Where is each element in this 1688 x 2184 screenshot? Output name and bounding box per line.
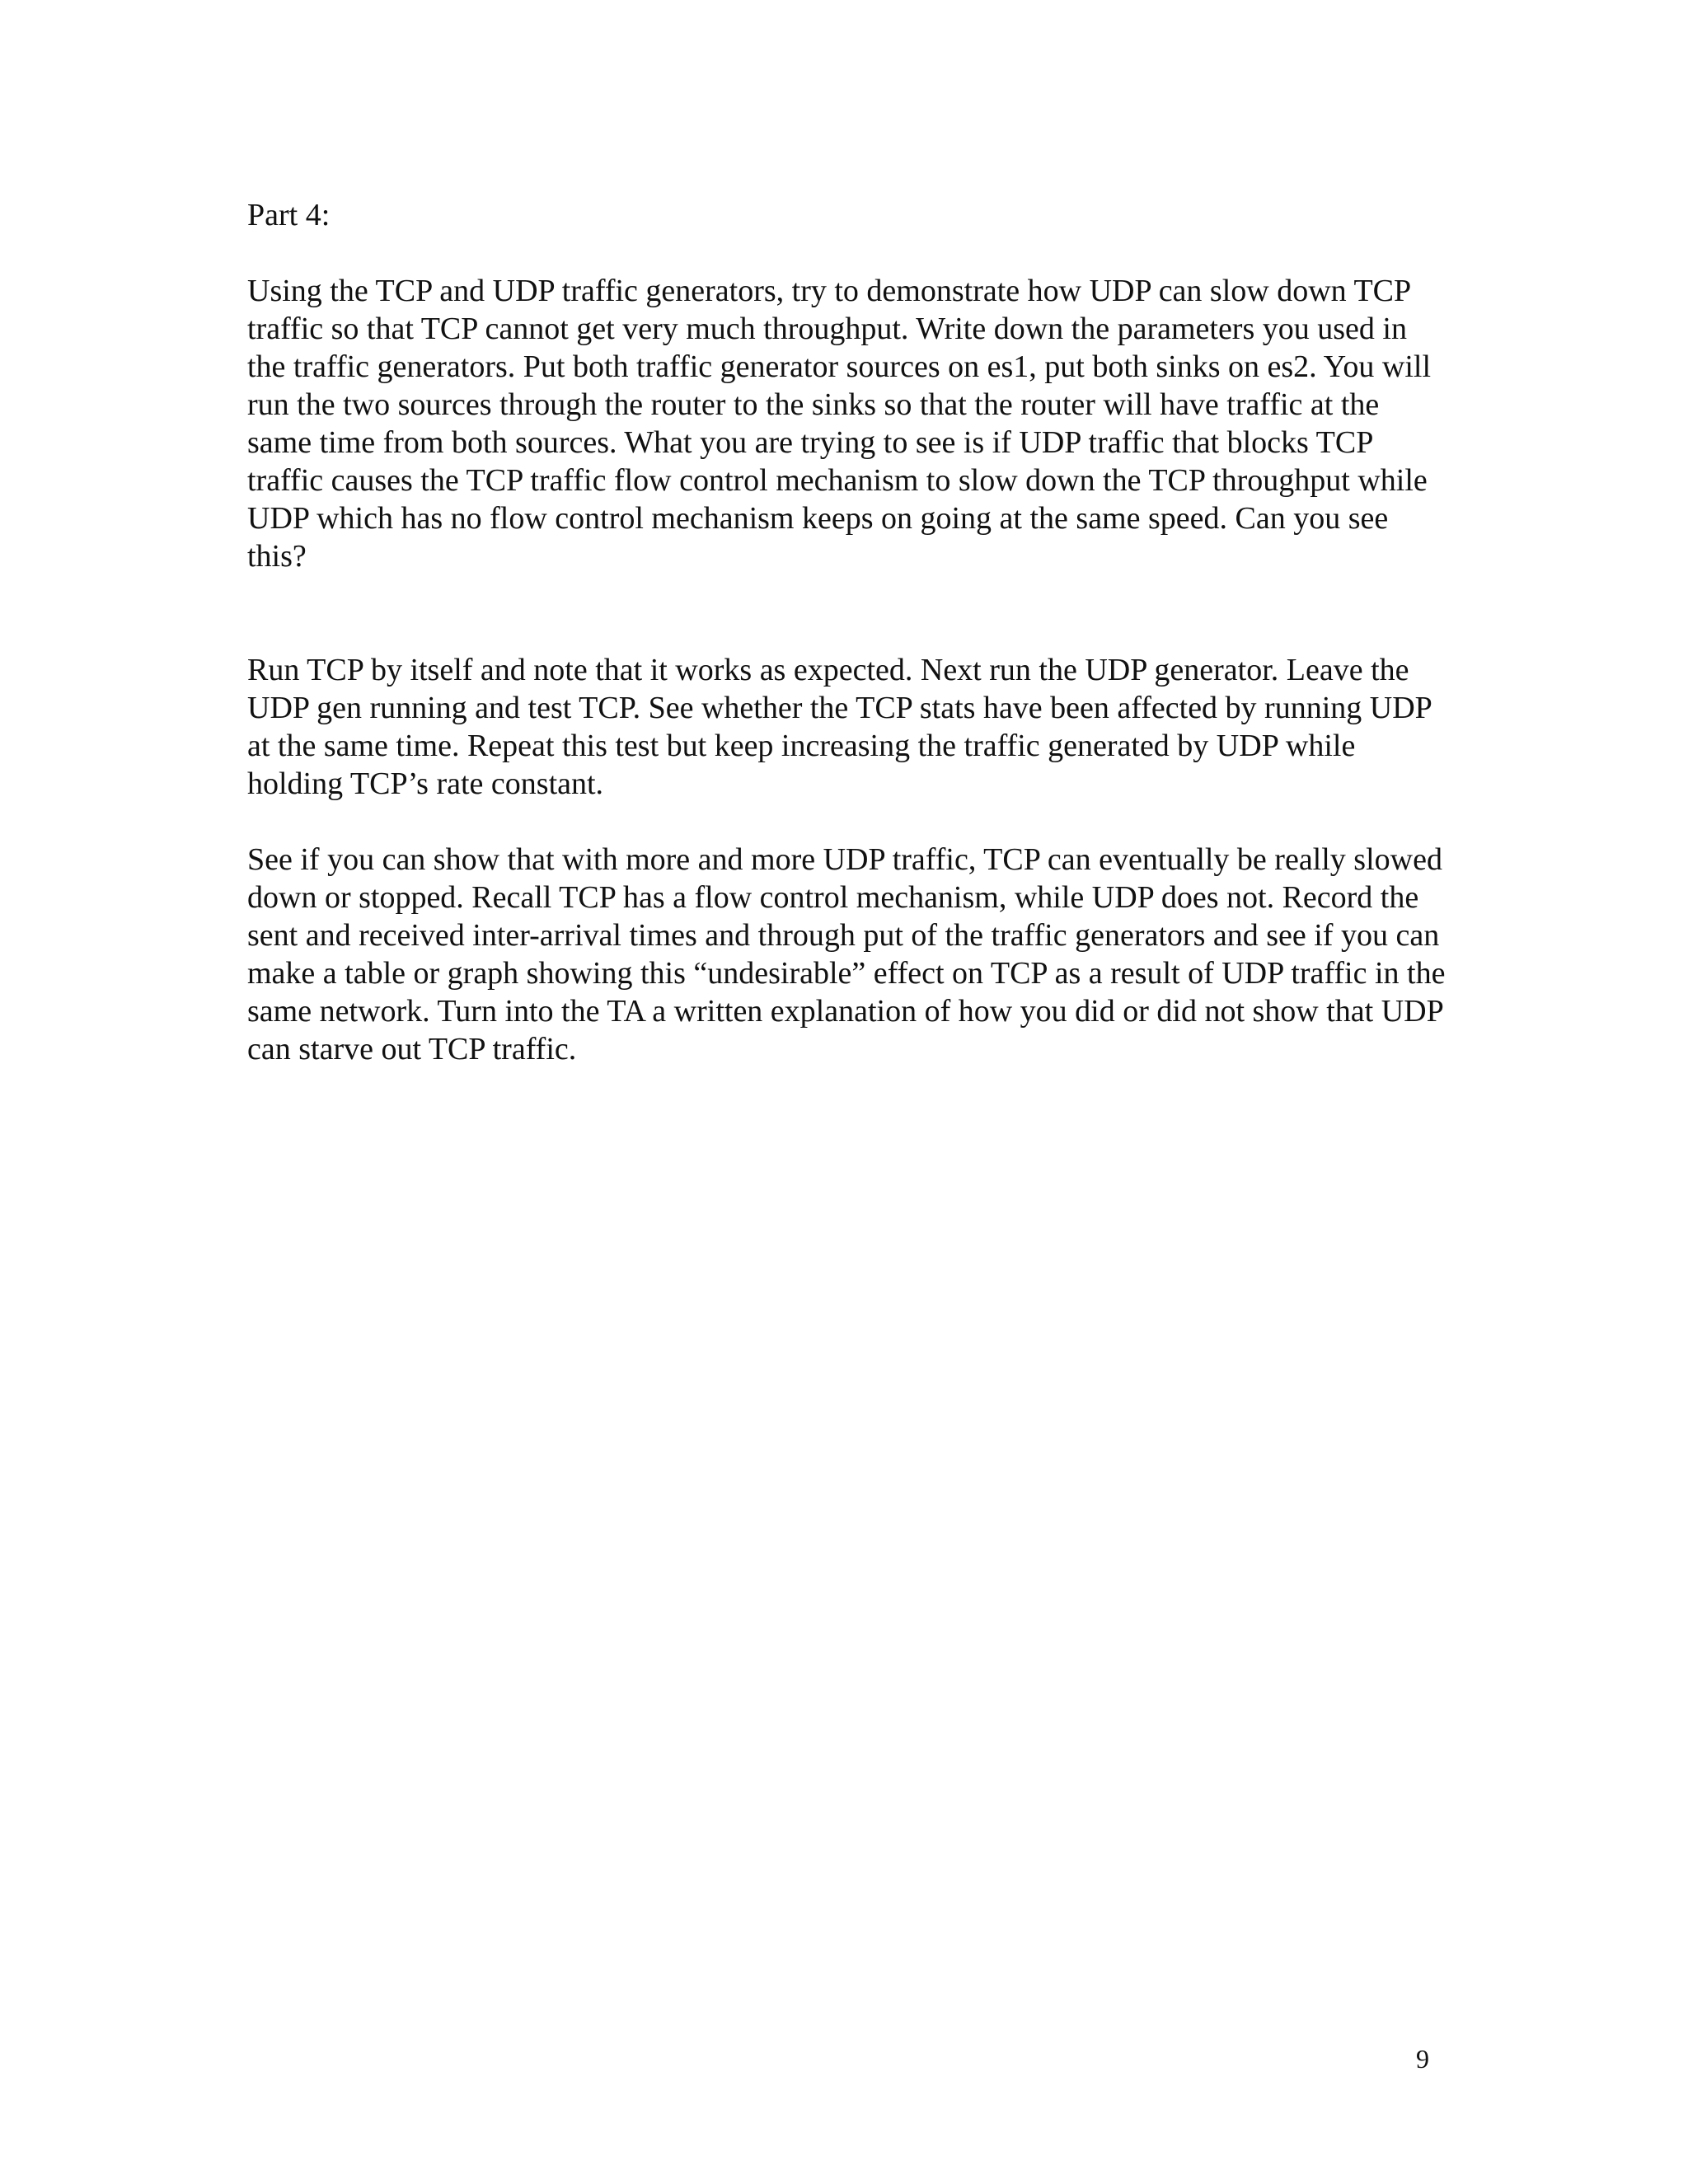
paragraph-1: Using the TCP and UDP traffic generators, try to demonstrate how UDP can slow down TCP traffic so that TCP cannot get very much throughput. Write down the parameters you used in the traffic generators. Put both traffic generator sources on es1, put both sinks on es2. You will run the two sources through the router to the sinks so that the router will have traffic at the same time from both sources. What you are trying to see is if UDP traffic that blocks TCP traffic causes the TCP traffic flow control mechanism to slow down the TCP throughput while UDP which has no flow control mechanism keeps on going at the same speed. Can you see this? bbox=[247, 274, 1432, 574]
page-body bbox=[247, 196, 1451, 1068]
page-number: 9 bbox=[1416, 2044, 1429, 2074]
paragraph-3: See if you can show that with more and more UDP traffic, TCP can eventually be really slowed down or stopped. Recall TCP has a flow control mechanism, while UDP does not. Record the sent and received inter-arrival times and through put of the traffic generators and see if you can make a table or graph showing this “undesirable” effect on TCP as a result of UDP traffic in the same network. Turn into the TA a written explanation of how you did or did not show that UDP can starve out TCP traffic. bbox=[247, 842, 1446, 1066]
section-heading: Part 4: bbox=[247, 198, 331, 232]
paragraph-2: Run TCP by itself and note that it works as expected. Next run the UDP generator. Leave the UDP gen running and test TCP. See whether the TCP stats have been affected by running UDP at the same time. Repeat this test but keep increasing the traffic generated by UDP while holding TCP’s rate constant. bbox=[247, 653, 1432, 801]
